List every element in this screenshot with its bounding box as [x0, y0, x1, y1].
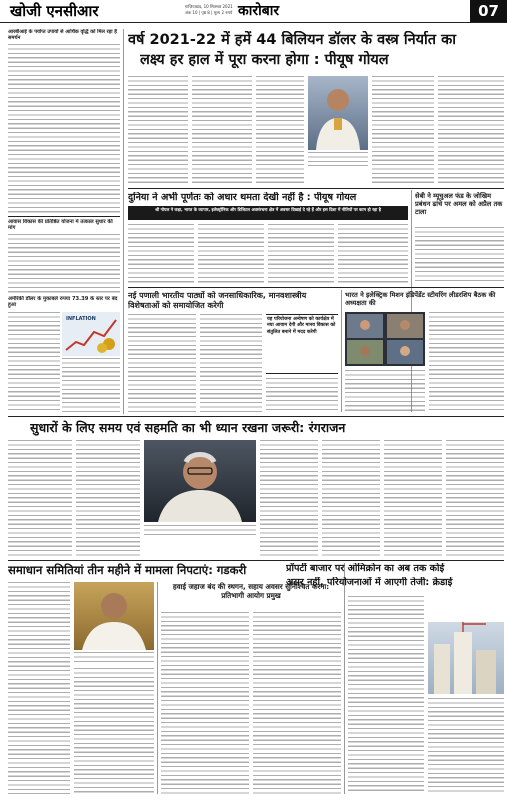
world-market-body-1 [128, 224, 194, 284]
infra-headline: आवास विकास की प्रतिष्ठित योजना में तत्काल सुधार की मांग [8, 219, 113, 232]
rangarajan-photo [144, 440, 256, 522]
textile-pull-quote: यह परियोजना अन्वेषण को कार्यक्षेत्र में नया आयाम देगी और मानव विकास को संतुलित बनाने में मदद करेगी [267, 317, 336, 335]
video-meeting-photo [345, 312, 425, 366]
reforms-body-2 [76, 440, 140, 556]
rangarajan-photo-caption [144, 525, 256, 537]
sebi-body [415, 227, 504, 284]
world-market-body-2 [198, 224, 264, 284]
column-divider-right [341, 290, 342, 412]
reforms-headline: सुधारों के लिए समय एवं सहमति का भी ध्यान रखना जरूरी: रंगराजन [30, 420, 346, 435]
textile-body-2 [200, 314, 262, 412]
inflation-body-2 [62, 358, 120, 412]
property-divider [344, 563, 345, 794]
india-netherlands-body-1 [429, 312, 504, 412]
lead-headline-1: वर्ष 2021-22 में हमें 44 बिलियन डॉलर के वस्त्र निर्यात का [128, 32, 457, 48]
gadkari-photo [74, 582, 154, 650]
inflation-body-1 [8, 312, 60, 412]
rbi-body [8, 44, 120, 214]
column-divider-left [123, 29, 124, 414]
lead-headline-2: लक्ष्य हर हाल में पूरा करना होगा : पीयूष गोयल [140, 52, 389, 68]
property-photo [428, 622, 504, 694]
reforms-body-3 [260, 440, 318, 556]
property-headline-2: असर नहीं, परियोजनाओं में आएगी तेजी: क्रेडाई [286, 577, 453, 588]
reforms-body-6 [446, 440, 504, 556]
world-market-deck-box [128, 206, 408, 220]
gadkari-body-1 [8, 582, 70, 794]
goyal-photo [308, 76, 368, 150]
person-icon [144, 440, 256, 522]
person-icon [308, 76, 368, 150]
masthead-rule [0, 22, 507, 23]
mid-rule [128, 287, 504, 288]
inflation-image [62, 312, 120, 356]
world-market-body-4 [338, 224, 408, 284]
section-title: कारोबार [238, 3, 280, 19]
lead-rule [128, 188, 504, 189]
world-market-body-3 [268, 224, 334, 284]
inflation-headline: अमेरिकी डॉलर के मुकाबले रुपया 73.39 के स्तर पर बंद हुआ [8, 296, 118, 309]
gadkari-photo-caption [74, 652, 154, 664]
goyal-photo-caption [308, 152, 368, 166]
newspaper-logo: खोजी एनसीआर [10, 2, 99, 20]
inflation-image-caption: INFLATION [66, 316, 96, 322]
rbi-rule [8, 216, 120, 217]
video-conference-icon [345, 312, 425, 366]
india-netherlands-body-2 [345, 370, 425, 412]
sub-line: अंक 10 | पृष्ठ 8 | मूल्य 2 रुपये [185, 10, 233, 15]
date-line: गाज़ियाबाद, 10 सितम्बर 2021 [185, 4, 233, 9]
reforms-body-4 [322, 440, 380, 556]
reforms-body-1 [8, 440, 72, 556]
section-rule-2 [8, 560, 504, 561]
reforms-body-5 [384, 440, 442, 556]
lead-body-1 [128, 76, 188, 186]
lead-body-2 [192, 76, 252, 186]
gadkari-body-2 [74, 668, 154, 794]
gadkari-headline: समाधान समितियां तीन महीने में मामला निपटाएं: गडकरी [8, 563, 247, 577]
property-headline-1: प्रॉपर्टी बाजार पर ओमिक्रोन का अब तक कोई [286, 563, 445, 574]
rbi-headline: आरबीआई के पर्याप्त उपायों से आर्थिक वृद्धि को मिल रहा है समर्थन [8, 29, 117, 41]
masthead [0, 0, 507, 22]
dispute-body-1 [161, 612, 249, 794]
textile-headline: नई पणाली भारतीय पाठ्यों को जनसाधिकारिक, मानवशास्त्रीय विशेषताओं को समायोजित करेगी [128, 291, 307, 310]
india-netherlands-headline: भारत ने इलेक्ट्रिक मिशन इंडिपेंडेंट स्टीयरिंग लीडरशिप बैठक की अध्यक्षता की [345, 291, 496, 308]
property-body-1 [348, 596, 424, 794]
person-icon [74, 582, 154, 650]
section-rule-1 [8, 416, 504, 417]
property-body-2 [428, 698, 504, 794]
lead-body-4 [372, 76, 434, 186]
world-market-headline: दुनिया ने अभी पूर्णतः को अधार थमता देखी नहीं है : पीयूष गोयल [128, 192, 357, 203]
sebi-headline: सेबी ने म्यूचुअल फंड के जोखिम प्रबंधन ढांचे पर अमल को अप्रैल तक टाला [415, 192, 503, 217]
dispute-headline: हवाई जहाज बंद की स्थगन, सहाय अवसर सुनिश्चित करना: प्रतिभागी आयोग प्रमुख [172, 582, 330, 600]
page-number-box [470, 0, 507, 22]
world-market-deck: श्री गोयल ने कहा, भारत के व्यापार, इलेक्ट्रॉनिक और डिजिटल अवसंरचना क्षेत्र में अवसर दिखाई दे रहे हैं और इस दिशा में नीतियों पर काम हो रहा है [155, 207, 381, 212]
page-number: 07 [478, 2, 499, 20]
gadkari-divider [157, 582, 158, 794]
textile-body-3 [266, 378, 338, 412]
infra-body [8, 234, 120, 294]
buildings-icon [428, 622, 504, 694]
lead-body-3 [256, 76, 304, 186]
textile-pull-quote-box [266, 314, 338, 374]
dispute-body-2 [253, 612, 341, 794]
textile-body-1 [128, 314, 196, 412]
lead-body-5 [438, 76, 504, 186]
